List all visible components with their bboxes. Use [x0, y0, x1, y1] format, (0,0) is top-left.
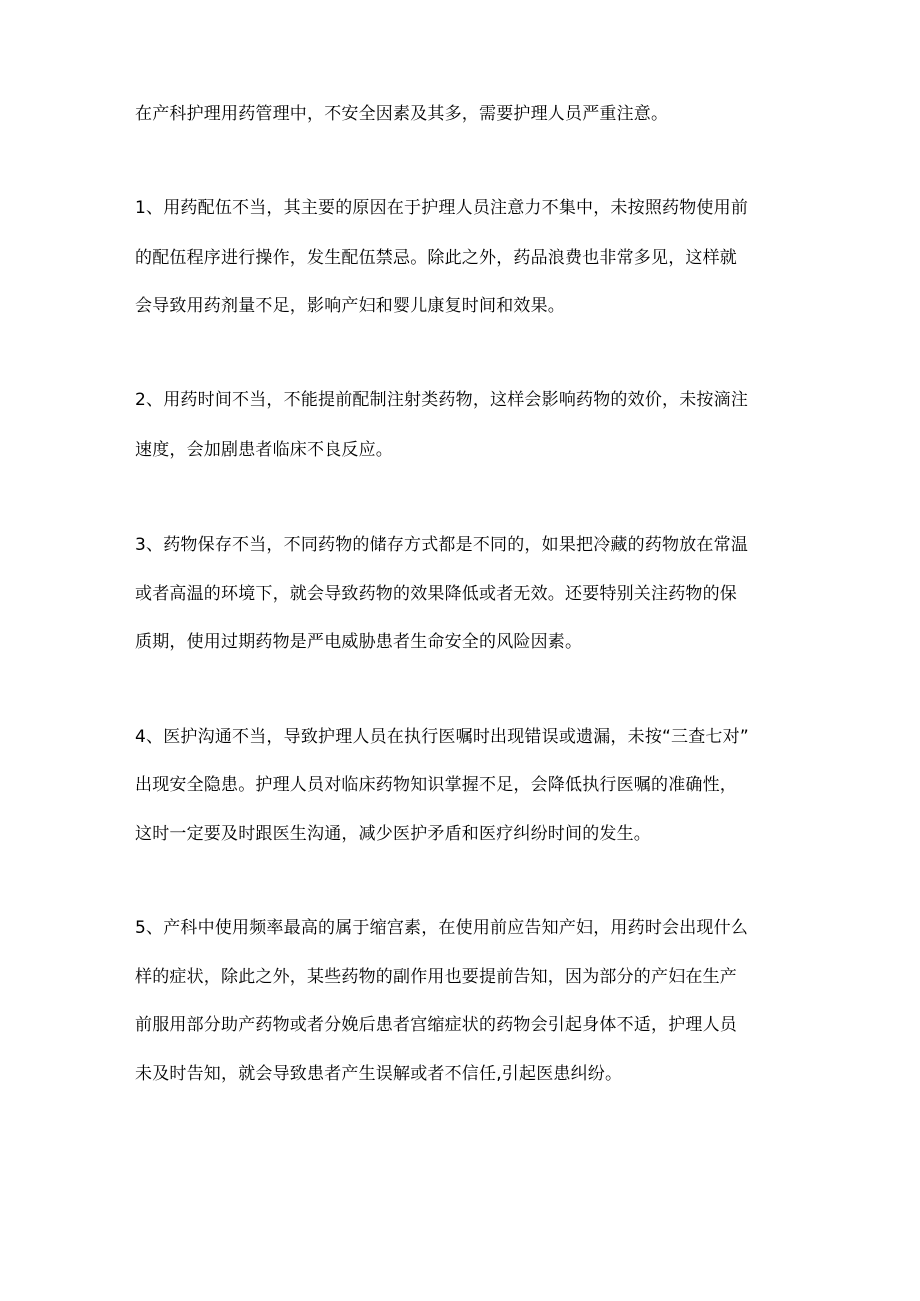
item-1-line-2: 的配伍程序进行操作，发生配伍禁忌。除此之外，药品浪费也非常多见，这样就 [135, 248, 737, 268]
item-3-line-3: 质期，使用过期药物是严电威胁患者生命安全的风险因素。 [135, 632, 583, 652]
item-5-line-2: 样的症状，除此之外，某些药物的副作用也要提前告知，因为部分的产妇在生产 [135, 967, 737, 987]
item-5-line-1: 5、产科中使用频率最高的属于缩宫素，在使用前应告知产妇，用药时会出现什么 [135, 918, 749, 938]
item-5-line-4: 未及时告知，就会导致患者产生误解或者不信任,引起医患纠纷。 [135, 1064, 623, 1084]
item-2-line-2: 速度，会加剧患者临床不良反应。 [135, 440, 393, 460]
item-1-line-1: 1、用药配伍不当，其主要的原因在于护理人员注意力不集中，未按照药物使用前 [135, 198, 749, 218]
item-5-line-3: 前服用部分助产药物或者分娩后患者宫缩症状的药物会引起身体不适，护理人员 [135, 1015, 737, 1035]
intro-paragraph: 在产科护理用药管理中，不安全因素及其多，需要护理人员严重注意。 [135, 104, 669, 124]
item-4-line-3: 这时一定要及时跟医生沟通，减少医护矛盾和医疗纠纷时间的发生。 [135, 824, 651, 844]
item-4-line-2: 出现安全隐患。护理人员对临床药物知识掌握不足，会降低执行医嘱的准确性， [135, 775, 737, 795]
item-3-line-1: 3、药物保存不当，不同药物的储存方式都是不同的，如果把冷藏的药物放在常温 [135, 535, 749, 555]
item-4-line-1: 4、医护沟通不当，导致护理人员在执行医嘱时出现错误或遗漏，未按“三查七对” [135, 727, 749, 747]
item-3-line-2: 或者高温的环境下，就会导致药物的效果降低或者无效。还要特别关注药物的保 [135, 584, 737, 604]
item-1-line-3: 会导致用药剂量不足，影响产妇和婴儿康复时间和效果。 [135, 296, 565, 316]
item-2-line-1: 2、用药时间不当，不能提前配制注射类药物，这样会影响药物的效价，未按滴注 [135, 390, 749, 410]
